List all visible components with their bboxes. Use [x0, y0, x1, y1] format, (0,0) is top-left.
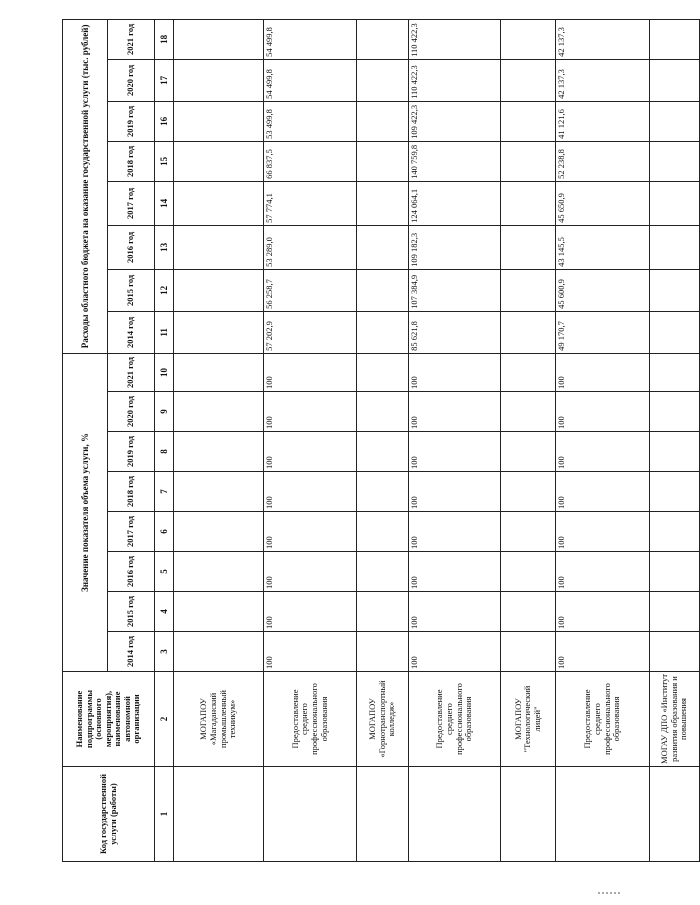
volume-value-cell — [650, 632, 700, 672]
volume-value-cell — [650, 552, 700, 592]
volume-value-cell — [174, 552, 264, 592]
expense-value-cell: 43 145,5 — [556, 225, 650, 269]
service-name-cell: Предоставление среднего профессионального образования — [264, 672, 357, 767]
column-number: 14 — [155, 181, 174, 225]
table-row — [264, 19, 357, 861]
column-number: 15 — [155, 141, 174, 181]
volume-year-header: 2018 год — [108, 472, 155, 512]
volume-year-header: 2017 год — [108, 512, 155, 552]
expense-value-cell: 124 064,1 — [409, 181, 501, 225]
expense-year-header: 2020 год — [108, 59, 155, 101]
table-row — [409, 19, 501, 861]
volume-value-cell: 100 — [264, 592, 357, 632]
expense-value-cell — [357, 181, 409, 225]
expense-year-header: 2018 год — [108, 141, 155, 181]
service-name-cell: МОГАУ ДПО «Институт развития образования и повышения — [650, 672, 700, 767]
column-number: 1 — [155, 767, 174, 862]
table-row — [357, 19, 409, 861]
service-code-cell — [409, 767, 501, 862]
expense-value-cell: 110 422,3 — [409, 59, 501, 101]
service-code-cell — [650, 767, 700, 862]
expense-value-cell — [174, 311, 264, 353]
volume-value-cell: 100 — [264, 552, 357, 592]
table-row — [556, 19, 650, 861]
volume-value-cell: 100 — [556, 512, 650, 552]
volume-value-cell — [501, 392, 556, 432]
column-number: 5 — [155, 552, 174, 592]
expense-value-cell: 66 837,5 — [264, 141, 357, 181]
service-name-cell: Предоставление среднего профессионального образования — [556, 672, 650, 767]
volume-value-cell: 100 — [409, 552, 501, 592]
service-code-cell — [264, 767, 357, 862]
expense-value-cell: 110 422,3 — [409, 19, 501, 59]
expense-value-cell — [650, 141, 700, 181]
volume-value-cell — [501, 552, 556, 592]
expense-value-cell: 41 121,6 — [556, 101, 650, 141]
services-table — [62, 19, 700, 862]
volume-year-header: 2021 год — [108, 353, 155, 391]
column-number: 6 — [155, 512, 174, 552]
expense-value-cell — [174, 141, 264, 181]
expense-value-cell — [501, 141, 556, 181]
column-number: 12 — [155, 269, 174, 311]
expense-value-cell — [357, 311, 409, 353]
volume-value-cell: 100 — [409, 353, 501, 391]
expense-value-cell — [174, 101, 264, 141]
service-name-cell: Предоставление среднего профессионального образования — [409, 672, 501, 767]
expense-value-cell — [501, 59, 556, 101]
volume-value-cell — [174, 592, 264, 632]
volume-year-header: 2015 год — [108, 592, 155, 632]
expense-value-cell: 52 238,8 — [556, 141, 650, 181]
volume-year-header: 2014 год — [108, 632, 155, 672]
volume-value-cell — [650, 432, 700, 472]
column-number: 9 — [155, 392, 174, 432]
expense-value-cell — [357, 101, 409, 141]
volume-value-cell: 100 — [264, 392, 357, 432]
expense-value-cell — [650, 311, 700, 353]
column-number: 13 — [155, 225, 174, 269]
volume-value-cell — [357, 592, 409, 632]
column-number: 18 — [155, 19, 174, 59]
header-expense-group: Расходы областного бюджета на оказание государственной услуги (тыс. рублей) — [63, 19, 108, 353]
volume-value-cell: 100 — [264, 432, 357, 472]
expense-value-cell: 57 774,1 — [264, 181, 357, 225]
expense-value-cell — [650, 181, 700, 225]
service-name-cell: МОГАПОУ "Технологический лицей" — [501, 672, 556, 767]
header-name: Наименование подпрограммы (основного мероприятия), наименование автономной организации — [63, 672, 155, 767]
volume-value-cell: 100 — [409, 512, 501, 552]
rotated-page — [62, 23, 689, 862]
expense-value-cell: 140 759,8 — [409, 141, 501, 181]
expense-year-header: 2017 год — [108, 181, 155, 225]
expense-value-cell — [357, 225, 409, 269]
expense-value-cell: 42 137,3 — [556, 59, 650, 101]
volume-value-cell — [501, 632, 556, 672]
expense-value-cell — [650, 269, 700, 311]
column-number: 3 — [155, 632, 174, 672]
volume-value-cell: 100 — [556, 592, 650, 632]
volume-year-header: 2019 год — [108, 432, 155, 472]
expense-value-cell — [174, 225, 264, 269]
volume-value-cell: 100 — [264, 512, 357, 552]
volume-value-cell: 100 — [409, 392, 501, 432]
volume-value-cell: 100 — [264, 353, 357, 391]
expense-value-cell — [650, 19, 700, 59]
expense-value-cell — [357, 141, 409, 181]
expense-year-header: 2015 год — [108, 269, 155, 311]
expense-value-cell — [650, 101, 700, 141]
expense-value-cell: 49 170,7 — [556, 311, 650, 353]
expense-value-cell — [174, 19, 264, 59]
volume-value-cell: 100 — [264, 472, 357, 512]
volume-value-cell — [650, 392, 700, 432]
expense-year-header: 2014 год — [108, 311, 155, 353]
expense-value-cell: 107 384,9 — [409, 269, 501, 311]
column-number: 16 — [155, 101, 174, 141]
column-number: 8 — [155, 432, 174, 472]
expense-value-cell: 54 499,8 — [264, 19, 357, 59]
expense-value-cell: 54 499,8 — [264, 59, 357, 101]
expense-value-cell — [357, 59, 409, 101]
volume-value-cell — [357, 392, 409, 432]
expense-year-header: 2019 год — [108, 101, 155, 141]
expense-value-cell — [357, 269, 409, 311]
volume-value-cell — [501, 353, 556, 391]
volume-value-cell — [650, 592, 700, 632]
header-volume-group: Значение показателя объема услуги, % — [63, 353, 108, 671]
service-code-cell — [501, 767, 556, 862]
volume-value-cell: 100 — [556, 472, 650, 512]
service-code-cell — [174, 767, 264, 862]
expense-value-cell: 109 182,3 — [409, 225, 501, 269]
volume-value-cell: 100 — [556, 632, 650, 672]
expense-value-cell: 42 137,3 — [556, 19, 650, 59]
volume-value-cell — [174, 632, 264, 672]
volume-year-header: 2020 год — [108, 392, 155, 432]
volume-value-cell — [501, 592, 556, 632]
volume-value-cell — [501, 472, 556, 512]
volume-value-cell — [357, 472, 409, 512]
service-name-cell: МОГАПОУ «Магаданский промышленный техникум» — [174, 672, 264, 767]
volume-value-cell — [174, 353, 264, 391]
expense-value-cell — [650, 59, 700, 101]
expense-value-cell: 53 289,0 — [264, 225, 357, 269]
volume-value-cell — [357, 512, 409, 552]
column-number: 2 — [155, 672, 174, 767]
volume-value-cell — [357, 632, 409, 672]
volume-value-cell: 100 — [409, 472, 501, 512]
expense-value-cell — [501, 101, 556, 141]
header-code: Код государственной услуги (работы) — [63, 767, 155, 862]
volume-value-cell: 100 — [264, 632, 357, 672]
expense-value-cell: 45 650,9 — [556, 181, 650, 225]
volume-value-cell — [650, 353, 700, 391]
volume-value-cell: 100 — [409, 632, 501, 672]
volume-value-cell: 100 — [556, 392, 650, 432]
expense-value-cell — [501, 181, 556, 225]
volume-value-cell: 100 — [409, 592, 501, 632]
expense-value-cell — [357, 19, 409, 59]
expense-value-cell — [501, 19, 556, 59]
expense-value-cell: 109 422,3 — [409, 101, 501, 141]
expense-value-cell: 56 258,7 — [264, 269, 357, 311]
column-number: 17 — [155, 59, 174, 101]
volume-value-cell — [174, 432, 264, 472]
scan-artifact — [598, 892, 620, 896]
expense-value-cell — [501, 311, 556, 353]
expense-value-cell — [501, 269, 556, 311]
volume-value-cell — [174, 472, 264, 512]
expense-value-cell: 85 621,8 — [409, 311, 501, 353]
expense-year-header: 2021 год — [108, 19, 155, 59]
expense-value-cell: 53 499,8 — [264, 101, 357, 141]
volume-value-cell — [650, 472, 700, 512]
volume-value-cell — [650, 512, 700, 552]
expense-value-cell — [174, 181, 264, 225]
expense-value-cell — [650, 225, 700, 269]
service-code-cell — [556, 767, 650, 862]
volume-value-cell — [357, 353, 409, 391]
volume-value-cell: 100 — [556, 353, 650, 391]
volume-value-cell — [357, 552, 409, 592]
volume-value-cell — [357, 432, 409, 472]
table-row — [501, 19, 556, 861]
expense-value-cell — [174, 59, 264, 101]
volume-value-cell: 100 — [556, 552, 650, 592]
column-number: 7 — [155, 472, 174, 512]
column-number: 10 — [155, 353, 174, 391]
column-number: 4 — [155, 592, 174, 632]
volume-value-cell — [174, 392, 264, 432]
table-row — [650, 19, 700, 861]
expense-value-cell — [501, 225, 556, 269]
expense-year-header: 2016 год — [108, 225, 155, 269]
expense-value-cell — [174, 269, 264, 311]
column-number: 11 — [155, 311, 174, 353]
volume-year-header: 2016 год — [108, 552, 155, 592]
volume-value-cell — [501, 432, 556, 472]
volume-value-cell — [174, 512, 264, 552]
expense-value-cell: 57 202,9 — [264, 311, 357, 353]
volume-value-cell — [501, 512, 556, 552]
volume-value-cell: 100 — [409, 432, 501, 472]
table-row — [174, 19, 264, 861]
service-name-cell: МОГАПОУ «Горнотранспортный колледж» — [357, 672, 409, 767]
service-code-cell — [357, 767, 409, 862]
volume-value-cell: 100 — [556, 432, 650, 472]
expense-value-cell: 45 600,9 — [556, 269, 650, 311]
